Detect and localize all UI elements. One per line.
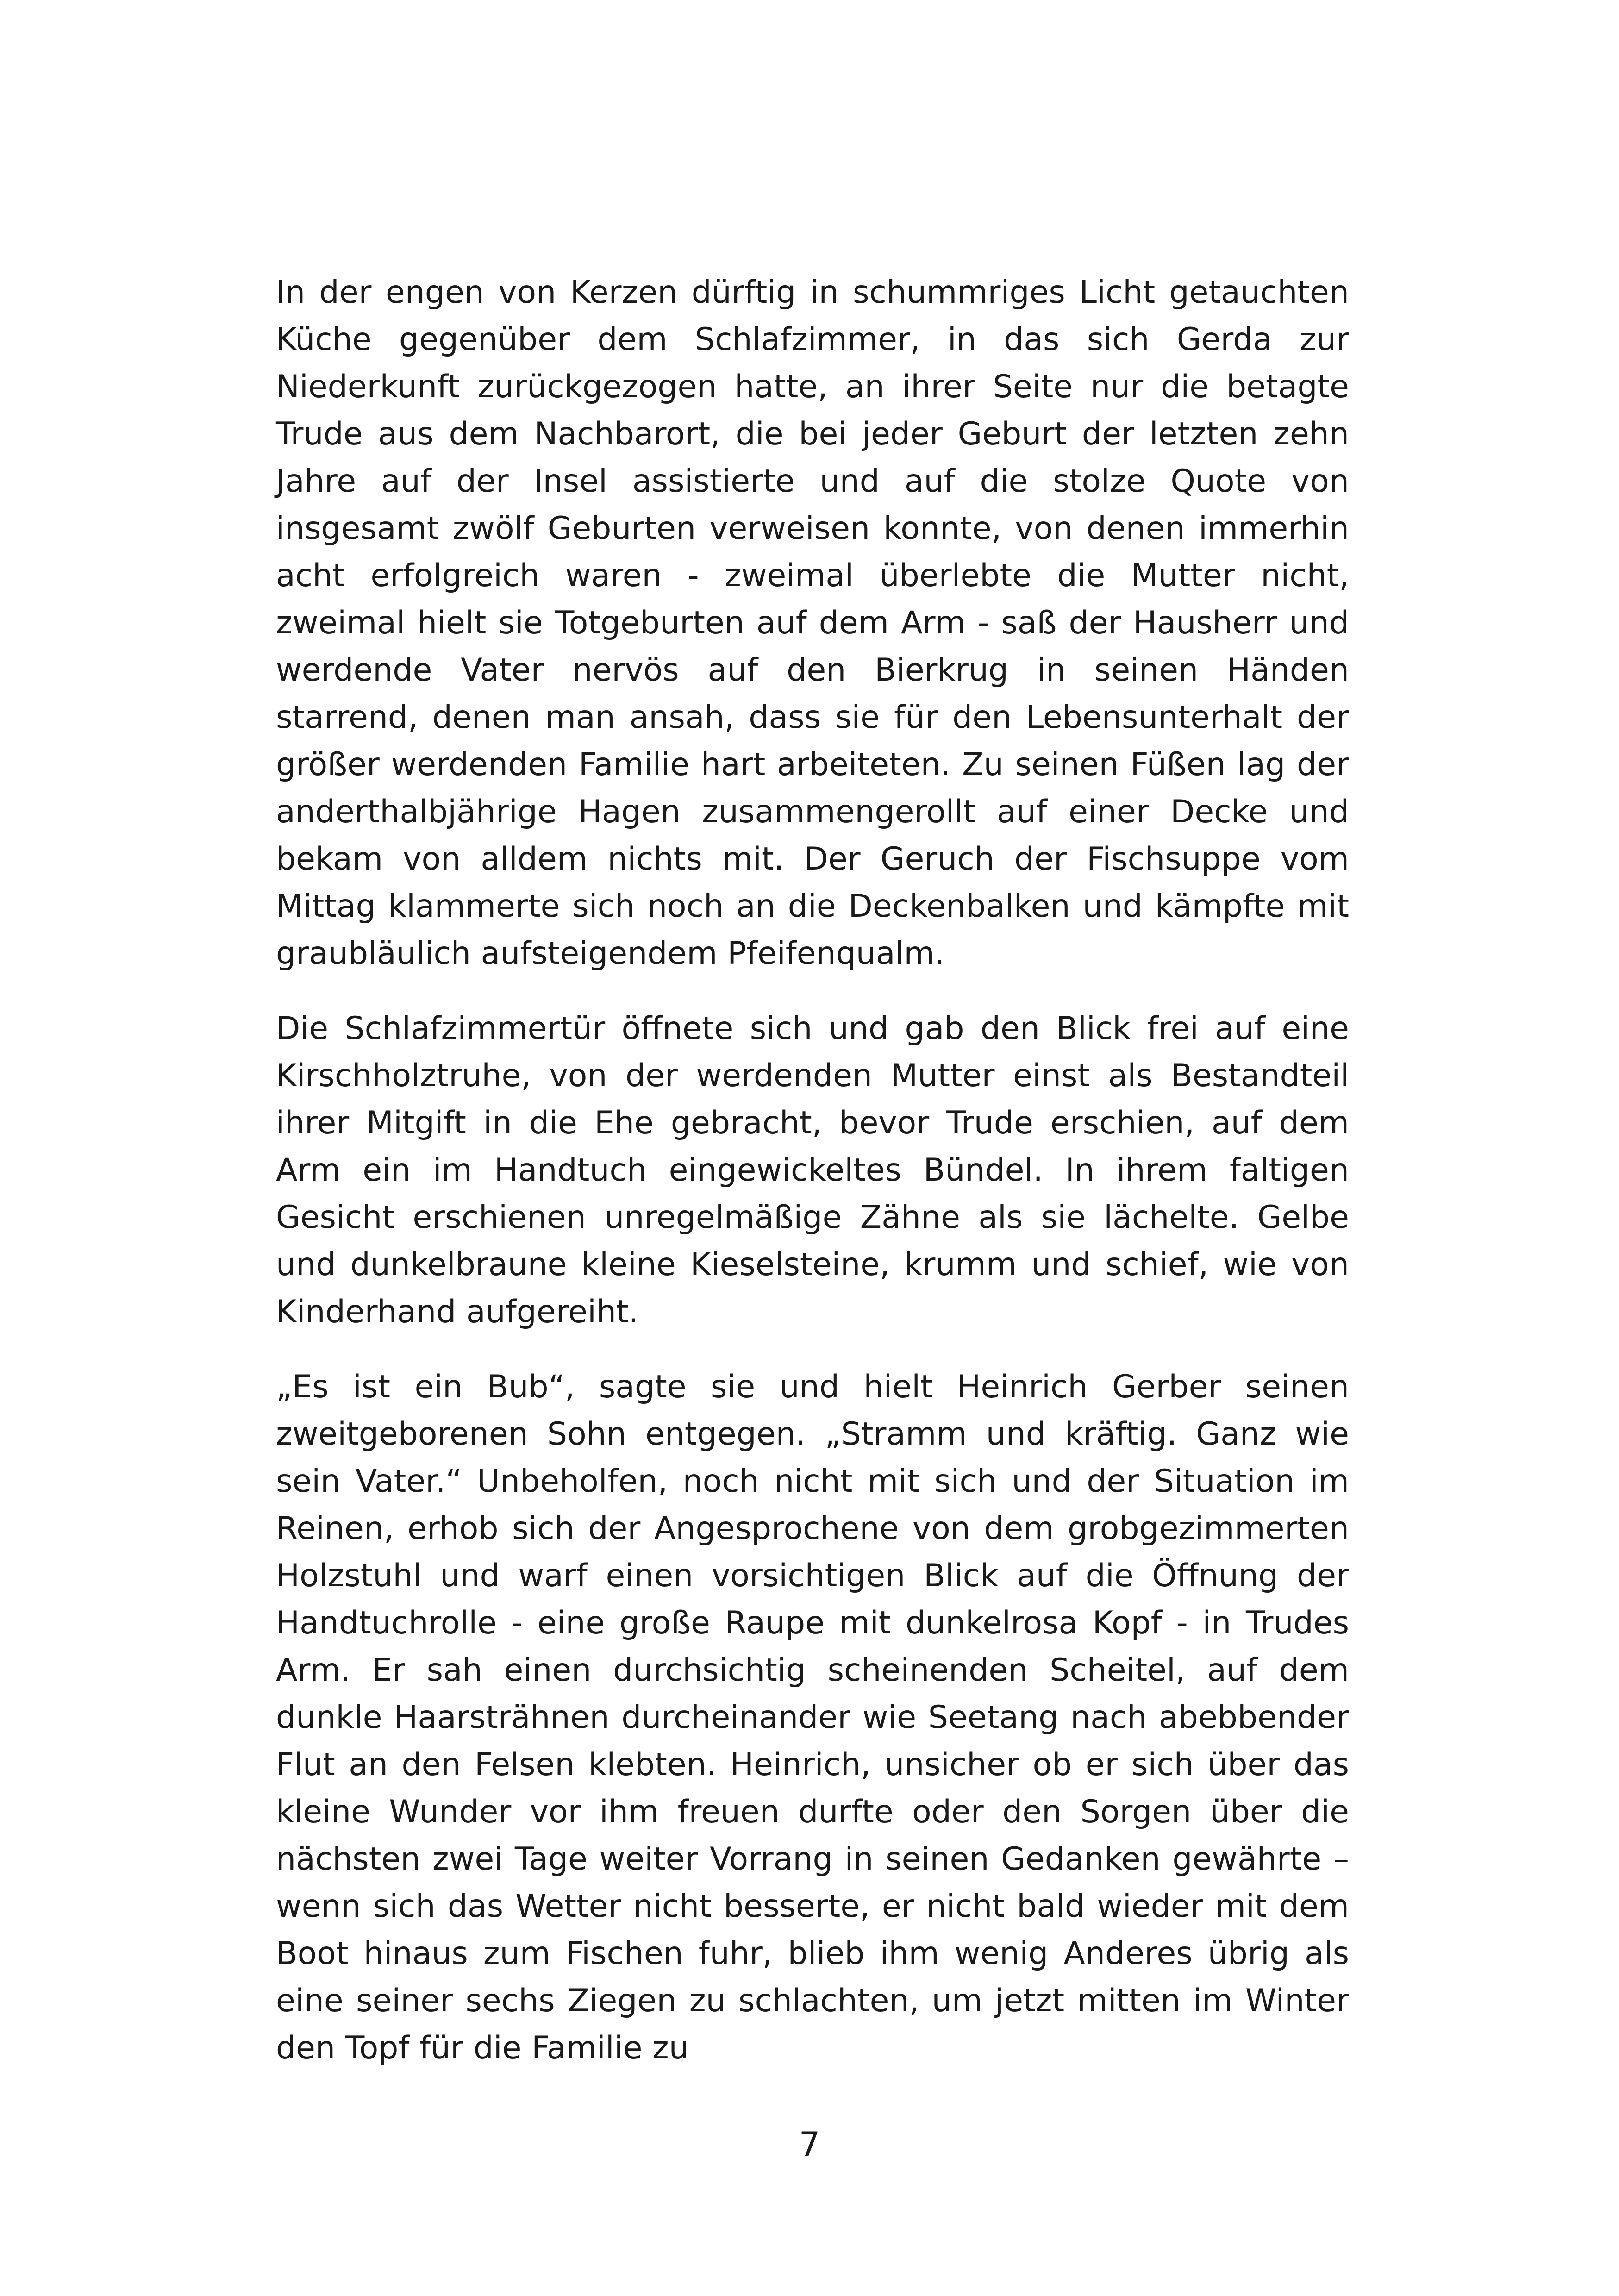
page-number: 7 [799,2125,820,2164]
paragraph-1: In der engen von Kerzen dürftig in schummriges Licht getauchten Küche gegenüber dem Schlafzimmer, in das sich Gerda zur Niederkunft zurückgezogen hatte, an ihrer Seite nur die betagte Trude aus dem Nachbarort, die bei jeder Geburt der letzten zehn Jahre auf der Insel assistierte und auf die stolze Quote von insgesamt zwölf Geburten verweisen konnte, von denen immerhin acht erfolgreich waren - zweimal überlebte die Mutter nicht, zweimal hielt sie Totgeburten auf dem Arm - saß der Hausherr und werdende Vater nervös auf den Bierkrug in seinen Händen starrend, denen man ansah, dass sie für den Lebensunterhalt der größer werdenden Familie hart arbeiteten. Zu seinen Füßen lag der anderthalbjährige Hagen zusammengerollt auf einer Decke und bekam von alldem nichts mit. Der Geruch der Fischsuppe vom Mittag klammerte sich noch an die Deckenbalken und kämpfte mit graubläulich aufsteigendem Pfeifenqualm. [276,274,1349,972]
body-text [276,269,1349,2072]
paragraph-2: Die Schlafzimmertür öffnete sich und gab den Blick frei auf eine Kirschholztruhe, von der werdenden Mutter einst als Bestandteil ihrer Mitgift in die Ehe gebracht, bevor Trude erschien, auf dem Arm ein im Handtuch eingewickeltes Bündel. In ihrem faltigen Gesicht erschienen unregelmäßige Zähne als sie lächelte. Gelbe und dunkelbraune kleine Kieselsteine, krumm und schief, wie von Kinderhand aufgereiht. [276,1010,1349,1330]
paragraph-3: „Es ist ein Bub“, sagte sie und hielt Heinrich Gerber seinen zweitgeborenen Sohn entgegen. „Stramm und kräftig. Ganz wie sein Vater.“ Unbeholfen, noch nicht mit sich und der Situation im Reinen, erhob sich der Angesprochene von dem grobgezimmerten Holzstuhl und warf einen vorsichtigen Blick auf die Öffnung der Handtuchrolle - eine große Raupe mit dunkelrosa Kopf - in Trudes Arm. Er sah einen durchsichtig scheinenden Scheitel, auf dem dunkle Haarsträhnen durcheinander wie Seetang nach abebbender Flut an den Felsen klebten. Heinrich, unsicher ob er sich über das kleine Wunder vor ihm freuen durfte oder den Sorgen über die nächsten zwei Tage weiter Vorrang in seinen Gedanken gewährte – wenn sich das Wetter nicht besserte, er nicht bald wieder mit dem Boot hinaus zum Fischen fuhr, blieb ihm wenig Anderes übrig als eine seiner sechs Ziegen zu schlachten, um jetzt mitten im Winter den Topf für die Familie zu [276,1369,1349,2066]
